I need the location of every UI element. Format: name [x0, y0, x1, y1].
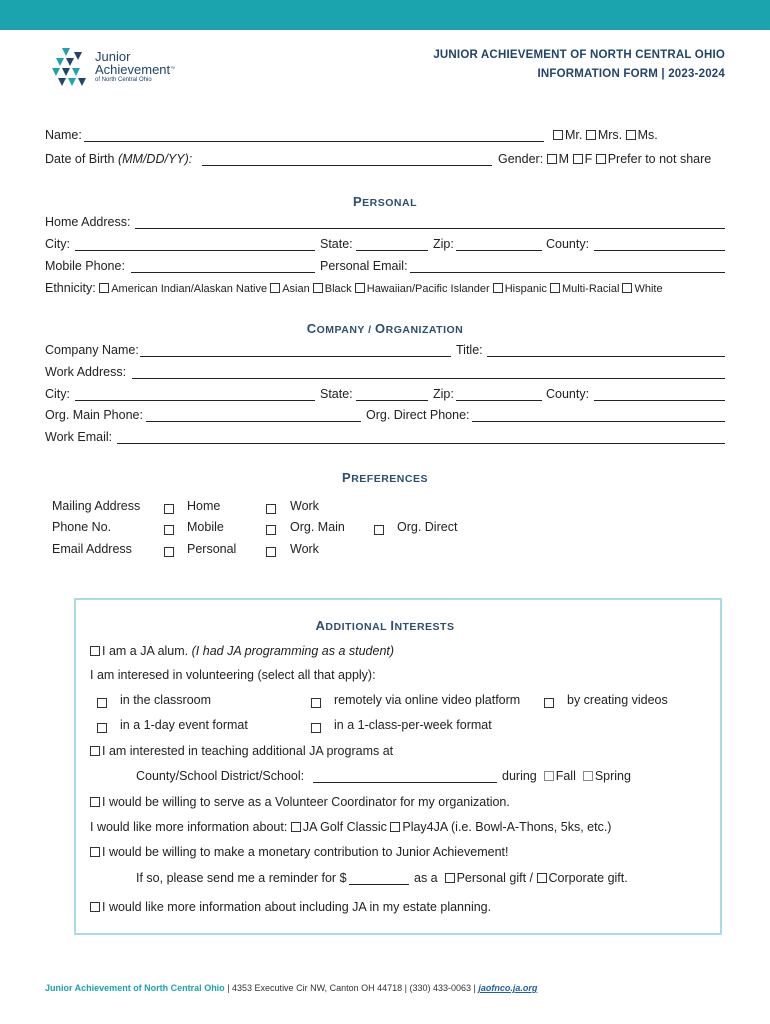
job-title-label: Title:	[456, 343, 483, 357]
ethnicity-checkbox[interactable]	[622, 283, 632, 293]
personal-gift-checkbox[interactable]	[445, 873, 455, 883]
gender-m-label: M	[558, 152, 570, 166]
work-zip-label: Zip:	[433, 387, 454, 401]
mr-label: Mr.	[565, 128, 583, 142]
work-address-field[interactable]	[132, 378, 725, 379]
personal-heading-rest: ERSONAL	[362, 197, 417, 209]
pref-mailing-label: Mailing Address	[52, 499, 141, 513]
work-email-label: Work Email:	[45, 430, 113, 444]
county-field[interactable]	[594, 250, 725, 251]
teaching-label: I am interested in teaching additional JA programs at	[102, 744, 394, 758]
gender-m-checkbox[interactable]	[547, 154, 557, 164]
ethnicity-option: Asian	[282, 283, 310, 295]
vol-1day-label: in a 1-day event format	[120, 718, 248, 732]
logo-line2: Achievement	[95, 62, 171, 77]
logo-tm: ™	[170, 66, 176, 72]
logo-line3: of North Central Ohio	[95, 77, 152, 83]
personal-email-label: Personal Email:	[320, 259, 408, 273]
estate-checkbox[interactable]	[90, 902, 100, 912]
ethnicity-row	[45, 281, 663, 295]
monetary-label: I would be willing to make a monetary contribution to Junior Achievement!	[102, 845, 509, 859]
footer	[45, 983, 537, 993]
teaching-checkbox[interactable]	[90, 746, 100, 756]
work-city-field[interactable]	[75, 400, 315, 401]
ethnicity-option: Multi-Racial	[561, 283, 620, 295]
work-address-label: Work Address:	[45, 365, 127, 379]
gender-f-checkbox[interactable]	[573, 154, 583, 164]
personal-email-field[interactable]	[410, 272, 725, 273]
alum-row	[90, 644, 394, 658]
pref-email-personal-checkbox[interactable]	[164, 547, 174, 557]
logo-line1: Junior	[95, 49, 131, 64]
city-field[interactable]	[75, 250, 315, 251]
pref-phone-label: Phone No.	[52, 520, 112, 534]
dob-format: (MM/DD/YY):	[117, 152, 193, 166]
preferences-heading	[0, 470, 770, 485]
direct-phone-field[interactable]	[472, 421, 725, 422]
pref-phone-mobile-label: Mobile	[187, 520, 224, 534]
coordinator-row	[90, 795, 510, 809]
footer-address: | 4353 Executive Cir NW, Canton OH 44718 | (330) 433-0063 |	[224, 983, 479, 993]
vol-classroom-label: in the classroom	[120, 693, 212, 707]
vol-remote-checkbox[interactable]	[311, 698, 321, 708]
golf-label: JA Golf Classic	[302, 820, 387, 834]
dob-field[interactable]	[202, 165, 492, 166]
zip-label: Zip:	[433, 237, 454, 251]
play4ja-label: Play4JA (i.e. Bowl-A-Thons, 5ks, etc.)	[402, 820, 612, 834]
county-school-field[interactable]	[313, 782, 497, 783]
more-info-label: I would like more information about:	[90, 820, 288, 834]
estate-label: I would like more information about including JA in my estate planning.	[102, 900, 492, 914]
ethnicity-option: Hawaiian/Pacific Islander	[366, 283, 490, 295]
main-phone-field[interactable]	[146, 421, 361, 422]
interests-heading-dditional: DDITIONAL	[325, 621, 391, 633]
pref-phone-direct-checkbox[interactable]	[374, 525, 384, 535]
dob-label-text: Date of Birth	[45, 152, 115, 166]
org-heading: JUNIOR ACHIEVEMENT OF NORTH CENTRAL OHIO	[433, 49, 725, 61]
state-field[interactable]	[356, 250, 428, 251]
mobile-phone-field[interactable]	[131, 272, 315, 273]
ethnicity-checkbox[interactable]	[355, 283, 365, 293]
logo-text	[95, 50, 175, 84]
direct-phone-label: Org. Direct Phone:	[366, 408, 470, 422]
company-heading-rganization: RGANIZATION	[385, 324, 464, 336]
mr-checkbox[interactable]	[553, 130, 563, 140]
spring-checkbox[interactable]	[583, 771, 593, 781]
pref-mailing-home-checkbox[interactable]	[164, 504, 174, 514]
vol-weekly-label: in a 1-class-per-week format	[334, 718, 492, 732]
job-title-field[interactable]	[487, 356, 725, 357]
pref-mailing-work-checkbox[interactable]	[266, 504, 276, 514]
footer-website-link[interactable]: jaofnco.ja.org	[478, 983, 538, 993]
ms-label: Ms.	[637, 128, 658, 142]
mrs-checkbox[interactable]	[586, 130, 596, 140]
pref-email-personal-label: Personal	[187, 542, 237, 556]
name-field[interactable]	[84, 141, 544, 142]
work-county-field[interactable]	[594, 400, 725, 401]
company-heading	[0, 321, 770, 336]
ethnicity-checkbox[interactable]	[270, 283, 280, 293]
play4ja-checkbox[interactable]	[390, 822, 400, 832]
company-heading-o: O	[375, 321, 386, 336]
interests-heading-i: I	[390, 618, 395, 633]
pref-mailing-work-label: Work	[290, 499, 319, 513]
county-school-label: County/School District/School:	[136, 769, 305, 783]
work-email-field[interactable]	[117, 443, 725, 444]
gender-f-label: F	[584, 152, 593, 166]
form-title: INFORMATION FORM | 2023-2024	[537, 68, 725, 80]
pref-email-work-checkbox[interactable]	[266, 547, 276, 557]
reminder-amount-field[interactable]	[349, 884, 409, 885]
vol-1day-checkbox[interactable]	[97, 723, 107, 733]
coordinator-label: I would be willing to serve as a Volunteer Coordinator for my organization.	[102, 795, 510, 809]
salutation-group	[553, 128, 658, 142]
ethnicity-checkbox[interactable]	[313, 283, 323, 293]
reminder-label: If so, please send me a reminder for $	[136, 871, 347, 885]
pref-phone-main-label: Org. Main	[290, 520, 345, 534]
ethnicity-checkbox[interactable]	[99, 283, 109, 293]
ethnicity-label: Ethnicity:	[45, 281, 96, 295]
interests-heading-nterests: NTERESTS	[394, 621, 455, 633]
ethnicity-option: Hispanic	[504, 283, 547, 295]
zip-field[interactable]	[456, 250, 542, 251]
coordinator-checkbox[interactable]	[90, 797, 100, 807]
more-info-row	[90, 820, 611, 834]
main-phone-label: Org. Main Phone:	[45, 408, 143, 422]
personal-heading	[0, 194, 770, 209]
interests-heading-a: A	[315, 618, 326, 633]
preferences-heading-initial: P	[342, 470, 352, 485]
gift-group	[414, 871, 628, 885]
company-name-label: Company Name:	[45, 343, 139, 357]
vol-remote-label: remotely via online video platform	[334, 693, 521, 707]
monetary-row	[90, 845, 508, 859]
gender-group	[498, 152, 711, 166]
home-address-label: Home Address:	[45, 215, 131, 229]
golf-checkbox[interactable]	[291, 822, 301, 832]
pref-phone-mobile-checkbox[interactable]	[164, 525, 174, 535]
mrs-label: Mrs.	[597, 128, 623, 142]
corporate-gift-checkbox[interactable]	[537, 873, 547, 883]
term-group	[502, 769, 631, 783]
work-zip-field[interactable]	[456, 400, 542, 401]
alum-checkbox[interactable]	[90, 646, 100, 656]
corporate-gift-label: Corporate gift.	[548, 871, 628, 885]
estate-row	[90, 900, 491, 914]
gender-prefer-checkbox[interactable]	[596, 154, 606, 164]
ethnicity-option: American Indian/Alaskan Native	[111, 283, 268, 295]
personal-heading-initial: P	[352, 194, 363, 209]
personal-gift-label: Personal gift /	[456, 871, 534, 885]
city-label: City:	[45, 237, 70, 251]
teaching-row	[90, 744, 393, 758]
state-label: State:	[320, 237, 353, 251]
vol-videos-checkbox[interactable]	[544, 698, 554, 708]
volunteer-intro: I am interesed in volunteering (select all that apply):	[90, 668, 376, 682]
vol-weekly-checkbox[interactable]	[311, 723, 321, 733]
pref-mailing-home-label: Home	[187, 499, 221, 513]
name-label: Name:	[45, 128, 82, 142]
gender-prefer-label: Prefer to not share	[607, 152, 712, 166]
company-heading-ompany: OMPANY /	[316, 324, 375, 336]
ethnicity-checkbox[interactable]	[550, 283, 560, 293]
home-address-field[interactable]	[135, 228, 725, 229]
pref-email-label: Email Address	[52, 542, 132, 556]
alum-note: (I had JA programming as a student)	[191, 644, 395, 658]
work-state-field[interactable]	[356, 400, 428, 401]
company-heading-c: C	[306, 321, 317, 336]
preferences-heading-rest: REFERENCES	[351, 473, 428, 485]
ethnicity-checkbox[interactable]	[493, 283, 503, 293]
dob-label	[45, 152, 192, 166]
work-state-label: State:	[320, 387, 353, 401]
ethnicity-option: White	[634, 283, 663, 295]
ms-checkbox[interactable]	[626, 130, 636, 140]
county-label: County:	[546, 237, 590, 251]
vol-videos-label: by creating videos	[567, 693, 668, 707]
as-a-label: as a	[414, 871, 438, 885]
company-name-field[interactable]	[140, 356, 451, 357]
mobile-phone-label: Mobile Phone:	[45, 259, 125, 273]
spring-label: Spring	[594, 769, 631, 783]
pref-phone-direct-label: Org. Direct	[397, 520, 458, 534]
interests-heading	[0, 618, 770, 633]
gender-label: Gender:	[498, 152, 544, 166]
monetary-checkbox[interactable]	[90, 847, 100, 857]
work-city-label: City:	[45, 387, 70, 401]
fall-label: Fall	[555, 769, 576, 783]
during-label: during	[502, 769, 537, 783]
ethnicity-option: Black	[324, 283, 352, 295]
fall-checkbox[interactable]	[544, 771, 554, 781]
top-bar	[0, 0, 770, 30]
pref-phone-main-checkbox[interactable]	[266, 525, 276, 535]
work-county-label: County:	[546, 387, 590, 401]
alum-label: I am a JA alum.	[102, 644, 189, 658]
footer-org: Junior Achievement of North Central Ohio	[45, 983, 225, 993]
pref-email-work-label: Work	[290, 542, 319, 556]
vol-classroom-checkbox[interactable]	[97, 698, 107, 708]
